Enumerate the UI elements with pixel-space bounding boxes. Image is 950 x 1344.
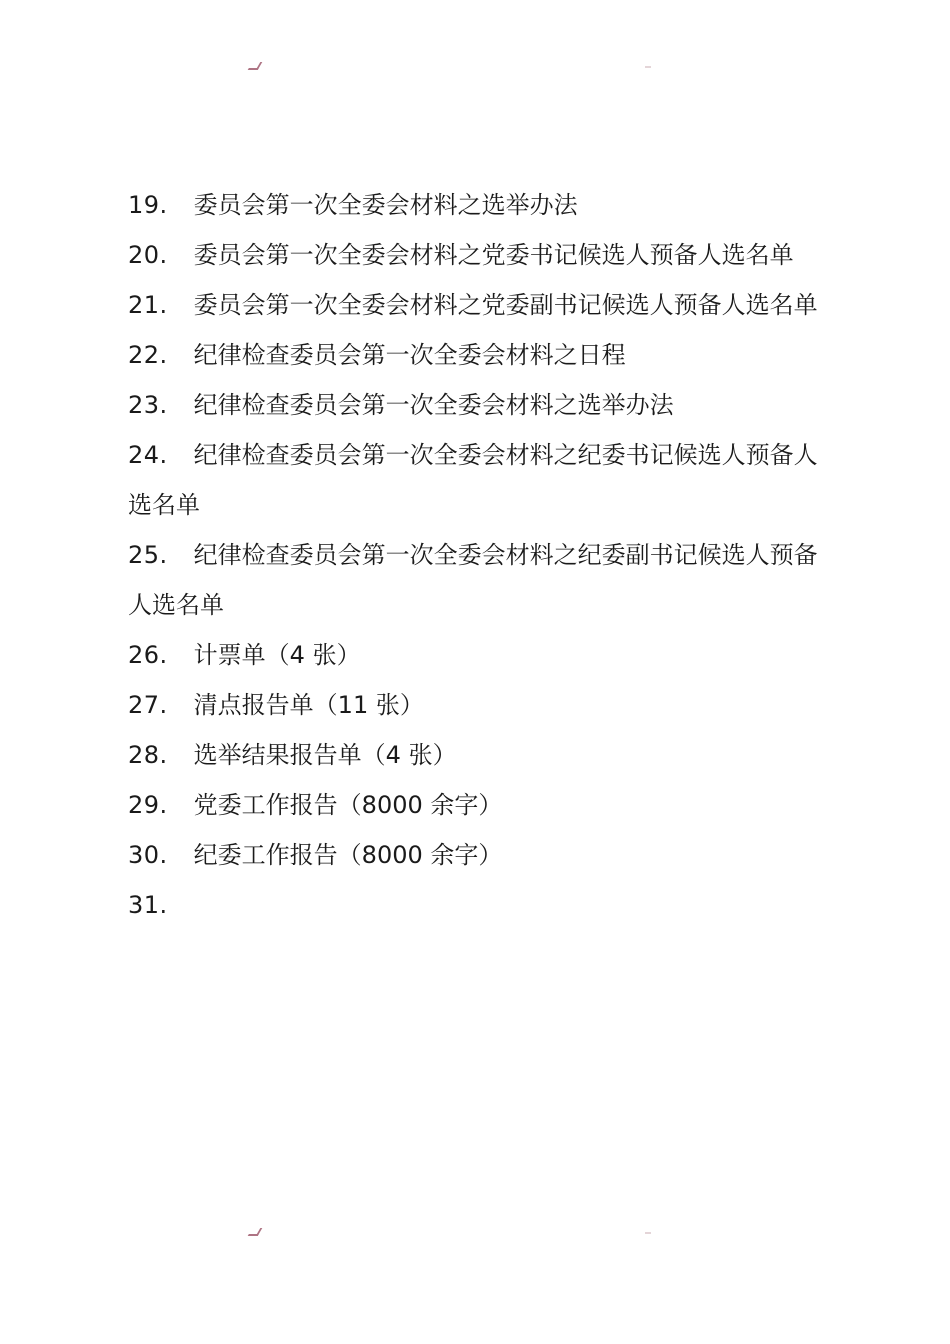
item-number: 21. bbox=[128, 291, 168, 319]
item-number: 26. bbox=[128, 641, 168, 669]
list-item bbox=[128, 280, 838, 330]
item-number: 22. bbox=[128, 341, 168, 369]
item-text: 委员会第一次全委会材料之选举办法 bbox=[193, 191, 578, 219]
item-number: 24. bbox=[128, 441, 168, 469]
footer-mark bbox=[645, 1232, 651, 1234]
item-text: 委员会第一次全委会材料之党委副书记候选人预备人选名单 bbox=[193, 291, 818, 319]
item-number: 20. bbox=[128, 241, 168, 269]
item-text: 选举结果报告单（4 张） bbox=[193, 741, 457, 769]
list-item bbox=[128, 780, 838, 830]
list-item bbox=[128, 630, 838, 680]
item-number: 28. bbox=[128, 741, 168, 769]
list-item bbox=[128, 230, 838, 280]
item-text: 纪委工作报告（8000 余字） bbox=[193, 841, 503, 869]
header-mark bbox=[645, 66, 651, 68]
list-item bbox=[128, 430, 838, 530]
document-list bbox=[128, 180, 838, 930]
list-item bbox=[128, 380, 838, 430]
item-number: 27. bbox=[128, 691, 168, 719]
item-text: 计票单（4 张） bbox=[193, 641, 361, 669]
list-item bbox=[128, 530, 838, 630]
footer-mark bbox=[248, 1228, 263, 1236]
item-number: 25. bbox=[128, 541, 168, 569]
list-item bbox=[128, 730, 838, 780]
list-item bbox=[128, 330, 838, 380]
list-item bbox=[128, 180, 838, 230]
list-item bbox=[128, 680, 838, 730]
item-number: 31. bbox=[128, 891, 168, 919]
item-text: 纪律检查委员会第一次全委会材料之选举办法 bbox=[193, 391, 674, 419]
list-item bbox=[128, 880, 838, 930]
item-text: 党委工作报告（8000 余字） bbox=[193, 791, 503, 819]
item-text: 纪律检查委员会第一次全委会材料之纪委副书记候选人预备人选名单 bbox=[128, 541, 818, 619]
item-text: 纪律检查委员会第一次全委会材料之日程 bbox=[193, 341, 626, 369]
item-text: 纪律检查委员会第一次全委会材料之纪委书记候选人预备人选名单 bbox=[128, 441, 818, 519]
item-number: 23. bbox=[128, 391, 168, 419]
header-mark bbox=[248, 62, 263, 70]
item-number: 30. bbox=[128, 841, 168, 869]
item-text: 委员会第一次全委会材料之党委书记候选人预备人选名单 bbox=[193, 241, 794, 269]
item-text: 清点报告单（11 张） bbox=[193, 691, 424, 719]
item-number: 29. bbox=[128, 791, 168, 819]
item-number: 19. bbox=[128, 191, 168, 219]
list-item bbox=[128, 830, 838, 880]
